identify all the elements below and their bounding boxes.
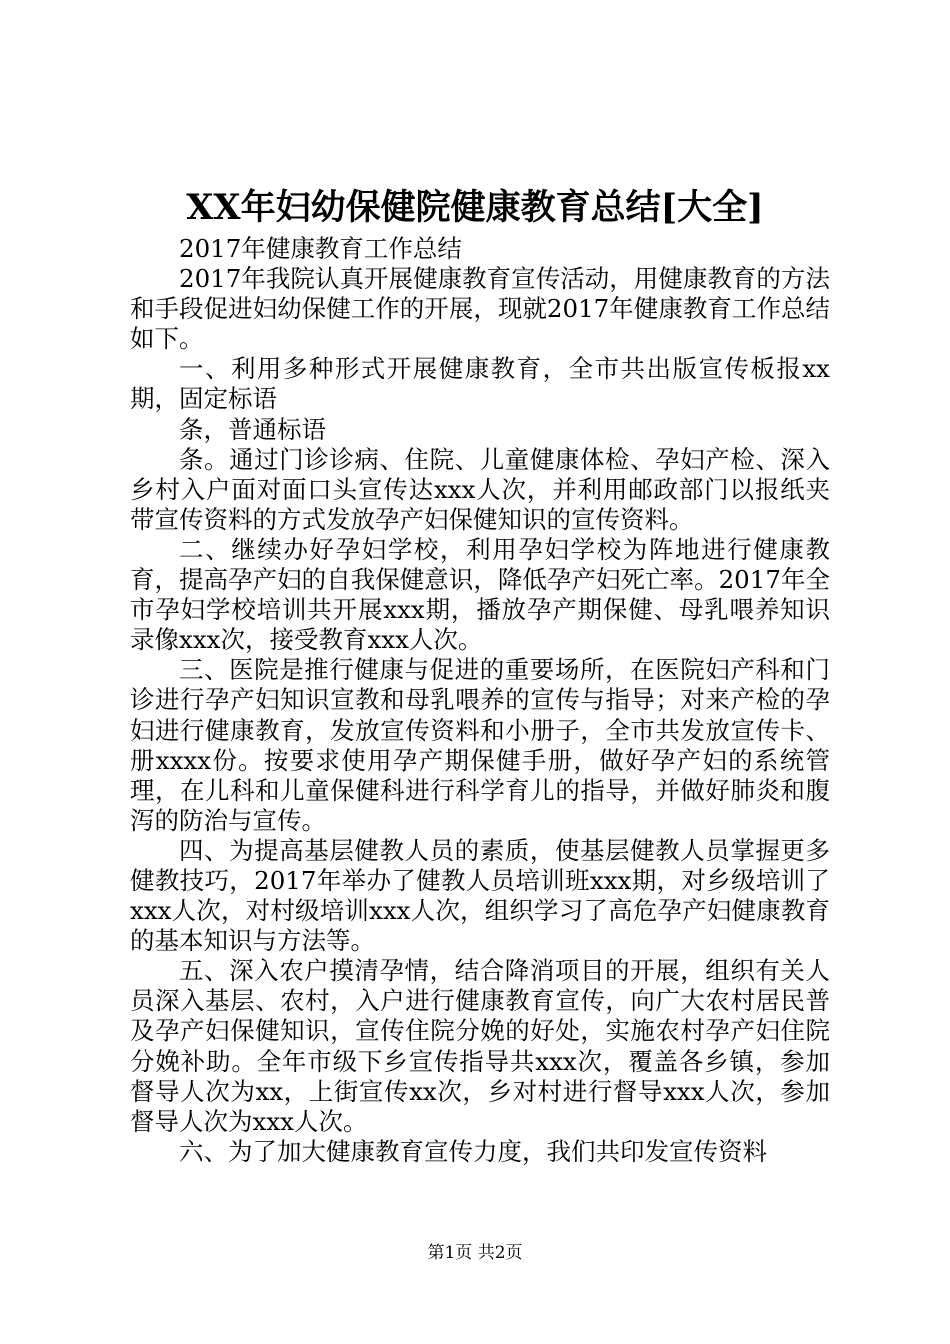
document-body xyxy=(130,234,830,1167)
paragraph-item-1-cont-b: 条。通过门诊诊病、住院、儿童健康体检、孕妇产检、深入乡村入户面对面口头宣传达xxx人次，并利用邮政部门以报纸夹带宣传资料的方式发放孕产妇保健知识的宣传资料。 xyxy=(130,444,830,534)
document-title: XX年妇幼保健院健康教育总结[大全] xyxy=(186,187,764,228)
page-footer: 第1页 共2页 xyxy=(427,1243,523,1263)
paragraph-subtitle: 2017年健康教育工作总结 xyxy=(179,234,462,263)
paragraph-intro: 2017年我院认真开展健康教育宣传活动，用健康教育的方法和手段促进妇幼保健工作的开展，现就2017年健康教育工作总结如下。 xyxy=(130,264,830,354)
paragraph-item-6: 六、为了加大健康教育宣传力度，我们共印发宣传资料 xyxy=(179,1136,767,1166)
paragraph-item-1-cont-a: 条，普通标语 xyxy=(179,414,326,444)
paragraph-item-1: 一、利用多种形式开展健康教育，全市共出版宣传板报xx期，固定标语 xyxy=(130,354,830,414)
paragraph-item-2: 二、继续办好孕妇学校，利用孕妇学校为阵地进行健康教育，提高孕产妇的自我保健意识，降低孕产妇死亡率。2017年全市孕妇学校培训共开展xxx期，播放孕产期保健、母乳喂养知识录像xxx次，接受教育xxx人次。 xyxy=(130,534,830,655)
paragraph-item-3: 三、医院是推行健康与促进的重要场所，在医院妇产科和门诊进行孕产妇知识宣教和母乳喂养的宣传与指导；对来产检的孕妇进行健康教育，发放宣传资料和小册子，全市共发放宣传卡、册xxxx份。按要求使用孕产期保健手册，做好孕产妇的系统管理，在儿科和儿童保健科进行科学育儿的指导，并做好肺炎和腹泻的防治与宣传。 xyxy=(130,655,830,835)
paragraph-item-4: 四、为提高基层健教人员的素质，使基层健教人员掌握更多健教技巧，2017年举办了健教人员培训班xxx期，对乡级培训了xxx人次，对村级培训xxx人次，组织学习了高危孕产妇健康教育的基本知识与方法等。 xyxy=(130,835,830,956)
paragraph-item-5: 五、深入农户摸清孕情，结合降消项目的开展，组织有关人员深入基层、农村，入户进行健康教育宣传，向广大农村居民普及孕产妇保健知识，宣传住院分娩的好处，实施农村孕产妇住院分娩补助。全年市级下乡宣传指导共xxx次，覆盖各乡镇，参加督导人次为xx，上街宣传xx次，乡对村进行督导xxx人次，参加督导人次为xxx人次。 xyxy=(130,956,830,1136)
